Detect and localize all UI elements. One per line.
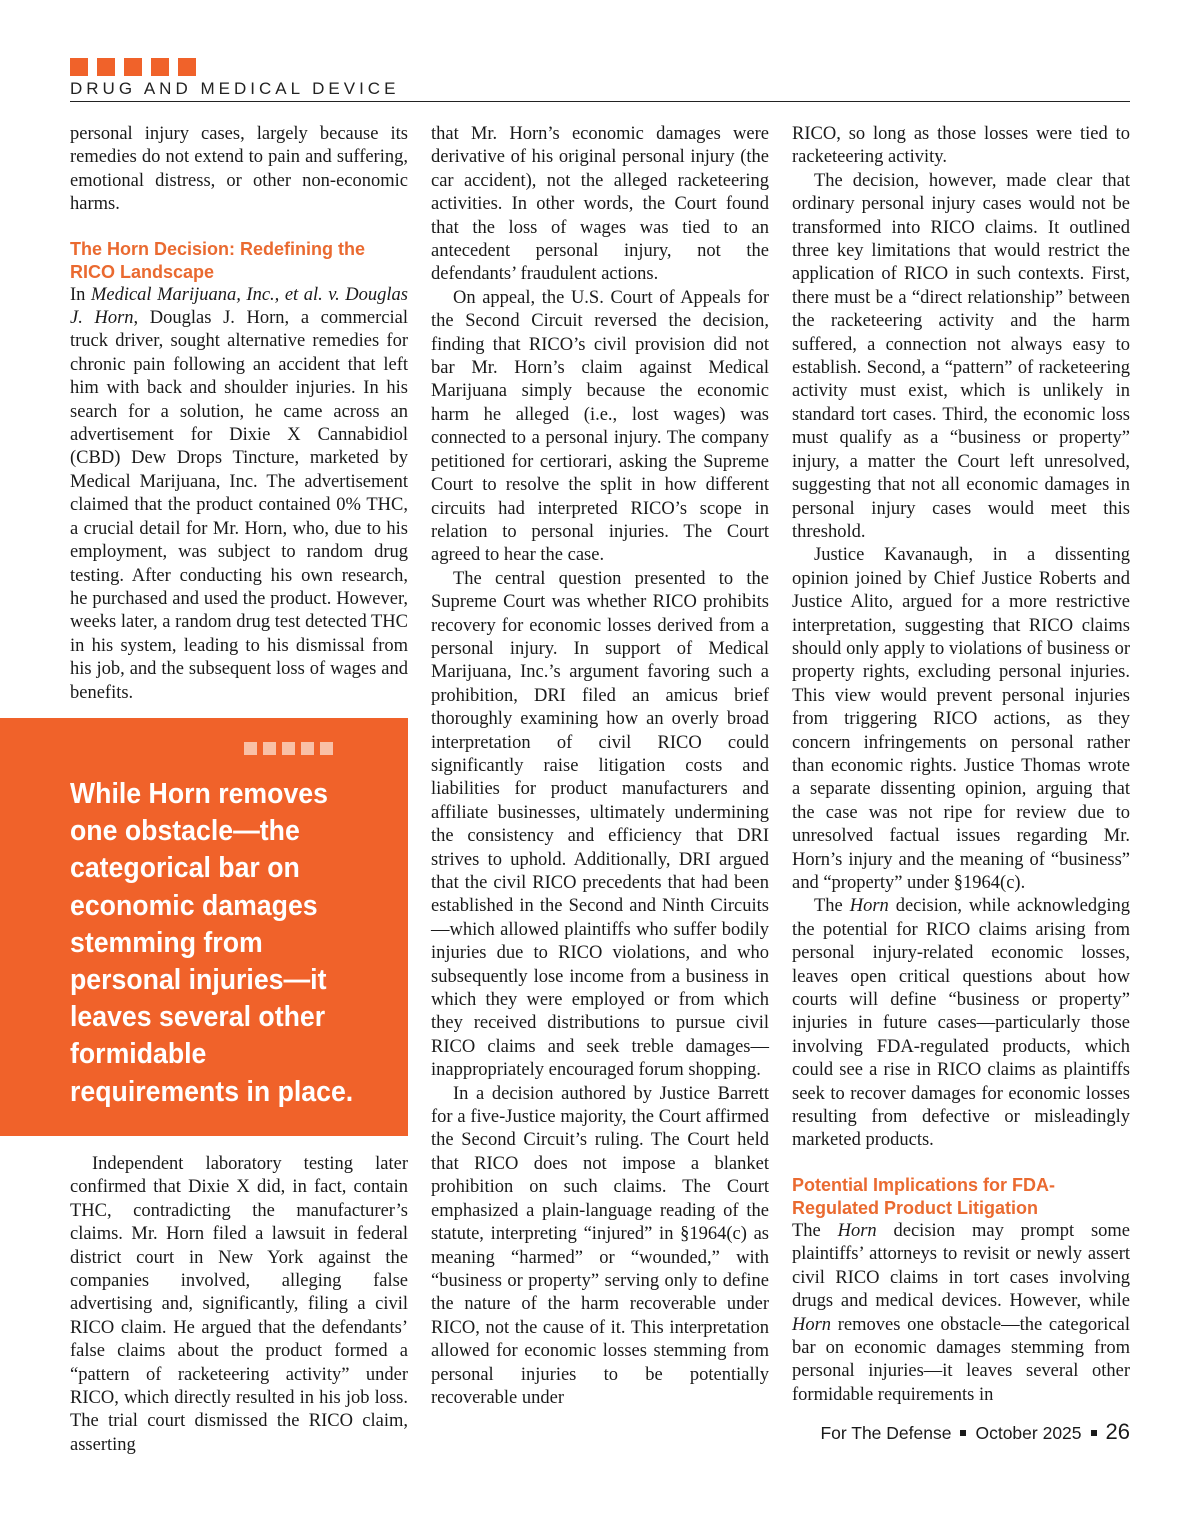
accent-square bbox=[282, 742, 295, 755]
column-2 bbox=[431, 123, 769, 1410]
paragraph: Justice Kavanaugh, in a dissenting opinion joined by Chief Justice Roberts and Justice Alito, argued for a more restrictive interpretation, suggesting that RICO claims should only apply to violations of business or property rights, excluding personal injuries. This view would prevent personal injuries from triggering RICO actions, as they concern infringements on personal rather than economic rights. Justice Thomas wrote a separate dissenting opinion, arguing that the case was not ripe for review due to unresolved factual issues regarding Mr. Horn’s injury and the meaning of “business” and “property” under §1964(c). bbox=[792, 545, 1130, 893]
pull-quote-squares bbox=[244, 742, 333, 755]
pull-quote-text: While Horn removes one obstacle—the categorical bar on economic damages stemming from personal injuries—it leaves several other formidable requirements in place. bbox=[70, 778, 354, 1108]
accent-square bbox=[320, 742, 333, 755]
paragraph: Independent laboratory testing later confirmed that Dixie X did, in fact, contain THC, contradicting the manufacturer’s claims. Mr. Horn filed a lawsuit in federal district court in New York against the companies involved, alleging false advertising and, significantly, filing a civil RICO claim. He argued that the defendants’ false claims about the product formed a “pattern of racketeering activity” under RICO, which directly resulted in his job loss. The trial court dismissed the RICO claim, asserting bbox=[70, 1154, 408, 1455]
accent-square bbox=[151, 58, 169, 76]
accent-square bbox=[301, 742, 314, 755]
paragraph: RICO, so long as those losses were tied to racketeering activity. bbox=[792, 124, 1130, 168]
accent-square bbox=[178, 58, 196, 76]
column-3 bbox=[792, 123, 1130, 1407]
pull-quote bbox=[0, 718, 408, 1136]
page-number: 26 bbox=[1105, 1419, 1130, 1444]
issue-date: October 2025 bbox=[975, 1423, 1082, 1443]
separator-dot bbox=[960, 1430, 966, 1436]
paragraph: The central question presented to the Supreme Court was whether RICO prohibits recovery for economic losses derived from a personal injury. In support of Medical Marijuana, Inc.’s argument favoring such a prohibition, DRI filed an amicus brief thoroughly examining how an overly broad interpretation of civil RICO could significantly raise litigation costs and liabilities for product manufacturers and affiliate businesses, ultimately undermining the consistency and efficiency that DRI strives to uphold. Additionally, DRI argued that the civil RICO precedents that had been established in the Second and Ninth Circuits—which allowed plaintiffs who suffer bodily injuries due to RICO violations, and who subsequently lose income from a business in which they were employed or from which they received distributions to pursue civil RICO claims and seek treble damages—inappropriately encouraged forum shopping. bbox=[431, 568, 769, 1081]
paragraph: The Horn decision, while acknowledging the potential for RICO claims arising from personal injury-related economic losses, leaves open critical questions about how courts will define “business or property” injuries in future cases—particularly those involving FDA-regulated products, which could see a rise in RICO claims as plaintiffs seek to recover damages for economic losses resulting from defective or misleadingly marketed products. bbox=[792, 896, 1130, 1151]
paragraph: In a decision authored by Justice Barrett for a five-Justice majority, the Court affirmed the Second Circuit’s ruling. The Court held that RICO does not impose a blanket prohibition on such claims. The Court emphasized a plain-language reading of the statute, interpreting “injured” in §1964(c) as meaning “harmed” or “wounded,” with “business or property” serving only to define the nature of the harm recoverable under RICO, not the cause of it. This interpretation allowed for economic losses stemming from personal injuries to be potentially recoverable under bbox=[431, 1083, 769, 1408]
paragraph: The decision, however, made clear that ordinary personal injury cases would not be transformed into RICO claims. It outlined three key limitations that would restrict the application of RICO in such contexts. First, there must be a “direct relationship” between the racketeering activity and the harm suffered, a connection not always easy to establish. Second, a “pattern” of racketeering activity must exist, which is unlikely in standard tort cases. Third, the economic loss must qualify as a “business or property” injury, a matter the Court left unresolved, suggesting that not all economic damages in personal injury cases would meet this threshold. bbox=[792, 170, 1130, 542]
paragraph: that Mr. Horn’s economic damages were derivative of his original personal injury (the car accident), not the alleged racketeering activities. In other words, the Court found that the loss of wages was tied to an antecedent personal injury, not the defendants’ fraudulent actions. bbox=[431, 124, 769, 285]
separator-dot bbox=[1091, 1430, 1097, 1436]
paragraph: On appeal, the U.S. Court of Appeals for the Second Circuit reversed the decision, finding that RICO’s civil provision did not bar Mr. Horn’s claim against Medical Marijuana simply because the economic harm he alleged (i.e., lost wages) was connected to a personal injury. The company petitioned for certiorari, asking the Supreme Court to resolve the split in how different circuits had interpreted RICO’s scope in relation to personal injuries. The Court agreed to hear the case. bbox=[431, 287, 769, 566]
paragraph: In Medical Marijuana, Inc., et al. v. Douglas J. Horn, Douglas J. Horn, a commercial truck driver, sought alternative remedies for chronic pain following an accident that left him with back and shoulder injuries. In his search for a solution, he came across an advertisement for Dixie X Cannabidiol (CBD) Dew Drops Tincture, marketed by Medical Marijuana, Inc. The advertisement claimed that the product contained 0% THC, a crucial detail for Mr. Horn, who, due to his employment, was subject to random drug testing. After conducting his own research, he purchased and used the product. However, weeks later, a random drug test detected THC in his system, leading to his dismissal from his job, and the subsequent loss of wages and benefits. bbox=[70, 284, 408, 703]
publication-name: For The Defense bbox=[820, 1423, 952, 1443]
section-label: DRUG AND MEDICAL DEVICE bbox=[70, 79, 400, 98]
paragraph: personal injury cases, largely because its remedies do not extend to pain and suffering, emotional distress, or other non-economic harms. bbox=[70, 124, 408, 215]
paragraph: The Horn decision may prompt some plaintiffs’ attorneys to revisit or newly assert civil RICO claims in tort cases involving drugs and medical devices. However, while Horn removes one obstacle—the categorical bar on economic damages stemming from personal injuries—it leaves several other formidable requirements in bbox=[792, 1220, 1131, 1405]
section-heading-horn-decision: The Horn Decision: Redefining the RICO Landscape bbox=[70, 238, 366, 282]
accent-square bbox=[70, 58, 88, 76]
accent-square bbox=[263, 742, 276, 755]
column-1-top bbox=[70, 123, 408, 705]
page-footer bbox=[820, 1419, 1130, 1445]
header-rule bbox=[70, 101, 1130, 102]
column-1-bottom bbox=[70, 1153, 408, 1457]
accent-square bbox=[244, 742, 257, 755]
accent-square bbox=[97, 58, 115, 76]
accent-square bbox=[124, 58, 142, 76]
case-name: Medical Marijuana, Inc., et al. v. Douglas J. Horn bbox=[70, 284, 408, 329]
header-accent-squares bbox=[70, 58, 196, 76]
section-heading-fda-implications: Potential Implications for FDA-Regulated Product Litigation bbox=[792, 1174, 1056, 1218]
